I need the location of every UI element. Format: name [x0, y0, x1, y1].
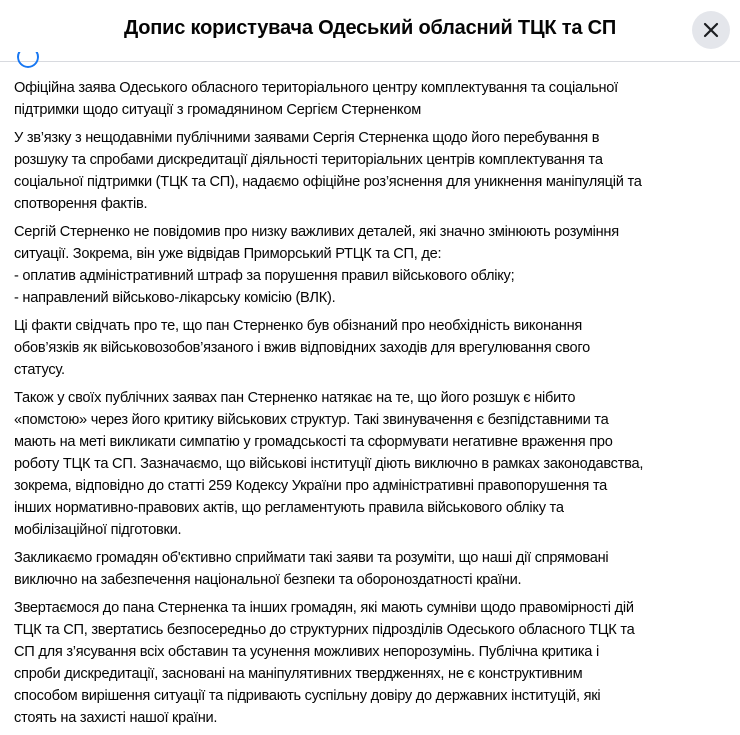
paragraph-line: - оплатив адміністративний штраф за порушення правил військового обліку;	[14, 268, 515, 284]
post-paragraph	[14, 597, 734, 729]
paragraph-line: мають на меті викликати симпатію у громадськості та сформувати негативне враження про	[14, 434, 613, 450]
paragraph-line: стоять на захисті нашої країни.	[14, 710, 218, 726]
paragraph-line: Закликаємо громадян об'єктивно сприймати такі заяви та розуміти, що наші дії спрямовані	[14, 550, 609, 566]
post-paragraph	[14, 547, 734, 591]
paragraph-line: У зв’язку з нещодавніми публічними заявами Сергія Стерненка щодо його перебування в	[14, 130, 600, 146]
paragraph-line: мобілізаційної підготовки.	[14, 522, 182, 538]
paragraph-line: Звертаємося до пана Стерненка та інших громадян, які мають сумніви щодо правомірності дій	[14, 600, 634, 616]
dialog-title: Допис користувача Одеський обласний ТЦК та СП	[123, 17, 617, 39]
close-icon	[702, 21, 720, 39]
post-paragraph	[14, 127, 734, 215]
close-button[interactable]	[692, 11, 730, 49]
paragraph-line: підтримки щодо ситуації з громадянином Сергієм Стерненком	[14, 102, 422, 118]
paragraph-line: розшуку та спробами дискредитації діяльності територіальних центрів комплектування та	[14, 152, 603, 168]
paragraph-line: роботу ТЦК та СП. Зазначаємо, що військові інституції діють виключно в рамках законодавства,	[14, 456, 644, 472]
paragraph-line: ситуації. Зокрема, він уже відвідав Приморський РТЦК та СП, де:	[14, 246, 442, 262]
paragraph-line: СП для з’ясування всіх обставин та усунення можливих непорозумінь. Публічна критика і	[14, 644, 599, 660]
paragraph-line: Ці факти свідчать про те, що пан Стерненко був обізнаний про необхідність виконання	[14, 318, 583, 334]
dialog-header	[0, 0, 740, 62]
paragraph-line: Також у своїх публічних заявах пан Стерненко натякає на те, що його розшук є нібито	[14, 390, 576, 406]
author-avatar[interactable]	[17, 52, 39, 68]
paragraph-line: Офіційна заява Одеського обласного територіального центру комплектування та соціальної	[14, 80, 618, 96]
paragraph-line: ТЦК та СП, звертатись безпосередньо до структурних підрозділів Одеського обласного ТЦК та	[14, 622, 635, 638]
paragraph-line: Сергій Стерненко не повідомив про низку важливих деталей, які значно змінюють розуміння	[14, 224, 619, 240]
paragraph-line: соціальної підтримки (ТЦК та СП), надаємо офіційне роз’яснення для уникнення маніпуляцій та	[14, 174, 642, 190]
paragraph-line: - направлений військово-лікарську комісію (ВЛК).	[14, 290, 336, 306]
paragraph-line: інших нормативно-правових актів, що регламентують правила військового обліку та	[14, 500, 564, 516]
paragraph-line: зокрема, відповідно до статті 259 Кодексу України про адміністративні правопорушення та	[14, 478, 607, 494]
paragraph-line: спотворення фактів.	[14, 196, 148, 212]
paragraph-line: статусу.	[14, 362, 65, 378]
post-paragraph	[14, 315, 734, 381]
paragraph-line: спроби дискредитації, засновані на маніпулятивних твердженнях, не є конструктивним	[14, 666, 583, 682]
post-text	[14, 77, 734, 735]
post-paragraph	[14, 77, 734, 121]
paragraph-line: виключно на забезпечення національної безпеки та обороноздатності країни.	[14, 572, 522, 588]
paragraph-line: «помстою» через його критику військових структур. Такі звинувачення є безпідставними та	[14, 412, 609, 428]
paragraph-line: способом вирішення ситуації та підривають суспільну довіру до державних інституцій, які	[14, 688, 601, 704]
post-paragraph	[14, 221, 734, 309]
paragraph-line: обов’язків як військовозобов’язаного і вжив відповідних заходів для врегулювання свого	[14, 340, 591, 356]
post-paragraph	[14, 387, 734, 541]
